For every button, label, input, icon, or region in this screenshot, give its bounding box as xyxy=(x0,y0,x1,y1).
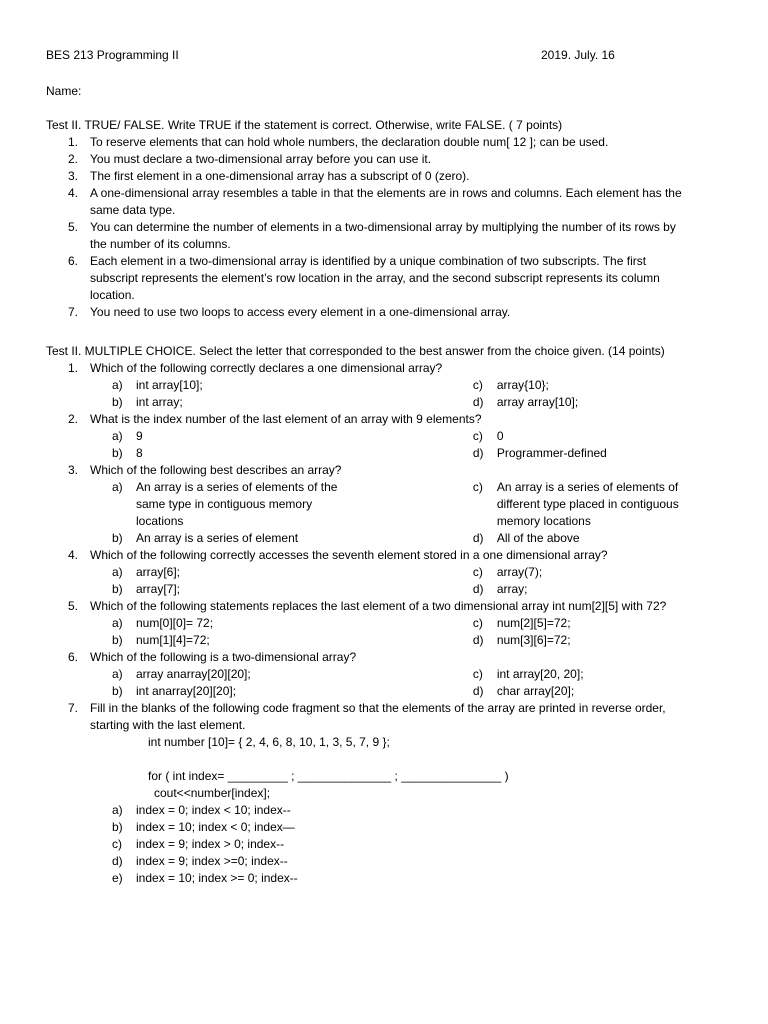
option-b: b) num[1][4]=72; xyxy=(112,633,210,647)
option-a: a) index = 0; index < 10; index-- xyxy=(112,803,291,817)
true-false-item-2 xyxy=(46,151,726,168)
question-text: Which of the following statements replaces the last element of a two dimensional array int num[2][5] with 72? xyxy=(90,599,667,613)
option-d: d) array array[10]; xyxy=(472,395,579,409)
question-text: Which of the following correctly accesses the seventh element stored in a one dimensional array? xyxy=(90,548,608,562)
true-false-title: Test II. TRUE/ FALSE. Write TRUE if the statement is correct. Otherwise, write FALSE. ( 7 points) xyxy=(46,118,563,132)
multiple-choice-section xyxy=(46,343,726,887)
true-false-section xyxy=(46,117,726,321)
name-label: Name: xyxy=(46,84,82,98)
item-number: 5. xyxy=(68,220,79,234)
question-text: starting with the last element. xyxy=(90,718,246,732)
question-5 xyxy=(46,598,726,615)
option-b: b) array[7]; xyxy=(112,582,181,596)
question-4-options xyxy=(112,564,726,598)
item-text: location. xyxy=(90,288,135,302)
question-1-options xyxy=(112,377,726,411)
question-3-options xyxy=(112,479,726,547)
item-text: the number of its columns. xyxy=(90,237,231,251)
item-text: You can determine the number of elements in a two-dimensional array by multiplying the number of its rows by xyxy=(90,220,676,234)
option-c: c) num[2][5]=72; xyxy=(472,616,571,630)
true-false-item-1 xyxy=(46,134,726,151)
question-5-options xyxy=(112,615,726,649)
question-text: Which of the following correctly declares a one dimensional array? xyxy=(90,361,443,375)
multiple-choice-title: Test II. MULTIPLE CHOICE. Select the letter that corresponded to the best answer from the choice given. (14 points) xyxy=(46,344,665,358)
code-cout: cout<<number[index]; xyxy=(154,786,271,800)
item-text: A one-dimensional array resembles a table in that the elements are in rows and columns. Each element has the xyxy=(90,186,682,200)
question-text: What is the index number of the last element of an array with 9 elements? xyxy=(90,412,482,426)
option-d: d) num[3][6]=72; xyxy=(472,633,571,647)
question-text: Which of the following best describes an array? xyxy=(90,463,342,477)
option-a: a) num[0][0]= 72; xyxy=(112,616,214,630)
option-b: b) index = 10; index < 0; index— xyxy=(112,820,295,834)
option-b: b) 8 xyxy=(112,446,143,460)
item-text: same data type. xyxy=(90,203,176,217)
exam-date: 2019. July. 16 xyxy=(541,48,615,62)
true-false-item-4 xyxy=(46,185,726,219)
question-6-options xyxy=(112,666,726,700)
question-2 xyxy=(46,411,726,428)
question-number: 4. xyxy=(68,548,79,562)
true-false-item-5 xyxy=(46,219,726,253)
option-e: e) index = 10; index >= 0; index-- xyxy=(112,871,298,885)
question-number: 6. xyxy=(68,650,79,664)
question-6 xyxy=(46,649,726,666)
code-array-declaration: int number [10]= { 2, 4, 6, 8, 10, 1, 3, 5, 7, 9 }; xyxy=(148,735,390,749)
item-text: subscript represents the element’s row location in the array, and the second subscript represents its column xyxy=(90,271,660,285)
option-a: a) array[6]; xyxy=(112,565,181,579)
true-false-item-6 xyxy=(46,253,726,304)
question-3 xyxy=(46,462,726,479)
option-a: a) array anarray[20][20]; xyxy=(112,667,251,681)
question-text: Which of the following is a two-dimensional array? xyxy=(90,650,357,664)
question-number: 5. xyxy=(68,599,79,613)
item-text: You need to use two loops to access every element in a one-dimensional array. xyxy=(90,305,511,319)
option-b: b) int anarray[20][20]; xyxy=(112,684,237,698)
item-number: 6. xyxy=(68,254,79,268)
option-d: d) index = 9; index >=0; index-- xyxy=(112,854,288,868)
option-d: d) All of the above xyxy=(472,531,580,545)
item-text: The first element in a one-dimensional array has a subscript of 0 (zero). xyxy=(90,169,470,183)
question-7-options xyxy=(112,802,726,887)
item-number: 1. xyxy=(68,135,79,149)
question-number: 3. xyxy=(68,463,79,477)
item-text: To reserve elements that can hold whole numbers, the declaration double num[ 12 ]; can be used. xyxy=(90,135,609,149)
question-number: 1. xyxy=(68,361,79,375)
item-number: 2. xyxy=(68,152,79,166)
true-false-list xyxy=(46,134,726,321)
question-number: 2. xyxy=(68,412,79,426)
option-c: c) array{10}; xyxy=(472,378,549,392)
true-false-item-7 xyxy=(46,304,726,321)
item-text: Each element in a two-dimensional array is identified by a unique combination of two subscripts. The first xyxy=(90,254,647,268)
item-number: 4. xyxy=(68,186,79,200)
item-number: 3. xyxy=(68,169,79,183)
question-2-options xyxy=(112,428,726,462)
option-c: c) int array[20, 20]; xyxy=(472,667,584,681)
option-b: b) An array is a series of element xyxy=(112,531,299,545)
option-a: a) int array[10]; xyxy=(112,378,203,392)
course-title: BES 213 Programming II xyxy=(46,48,179,62)
item-number: 7. xyxy=(68,305,79,319)
question-4 xyxy=(46,547,726,564)
true-false-item-3 xyxy=(46,168,726,185)
question-1 xyxy=(46,360,726,377)
option-d: d) char array[20]; xyxy=(472,684,575,698)
option-d: d) Programmer-defined xyxy=(472,446,607,460)
option-a: a) 9 xyxy=(112,429,143,443)
option-a: a) An array is a series of elements of the same type in contiguous memory locations xyxy=(112,480,338,528)
question-text: Fill in the blanks of the following code fragment so that the elements of the array are printed in reverse order, xyxy=(90,701,666,715)
option-c: c) array(7); xyxy=(472,565,543,579)
code-for-loop: for ( int index= _________ ; ______________ ; _______________ ) xyxy=(148,769,509,783)
option-c: c) An array is a series of elements of different type placed in contiguous memory locations xyxy=(472,480,679,528)
option-c: c) index = 9; index > 0; index-- xyxy=(112,837,285,851)
option-c: c) 0 xyxy=(472,429,504,443)
option-b: b) int array; xyxy=(112,395,183,409)
option-d: d) array; xyxy=(472,582,528,596)
question-7 xyxy=(46,700,726,734)
question-number: 7. xyxy=(68,701,79,715)
item-text: You must declare a two-dimensional array before you can use it. xyxy=(90,152,432,166)
